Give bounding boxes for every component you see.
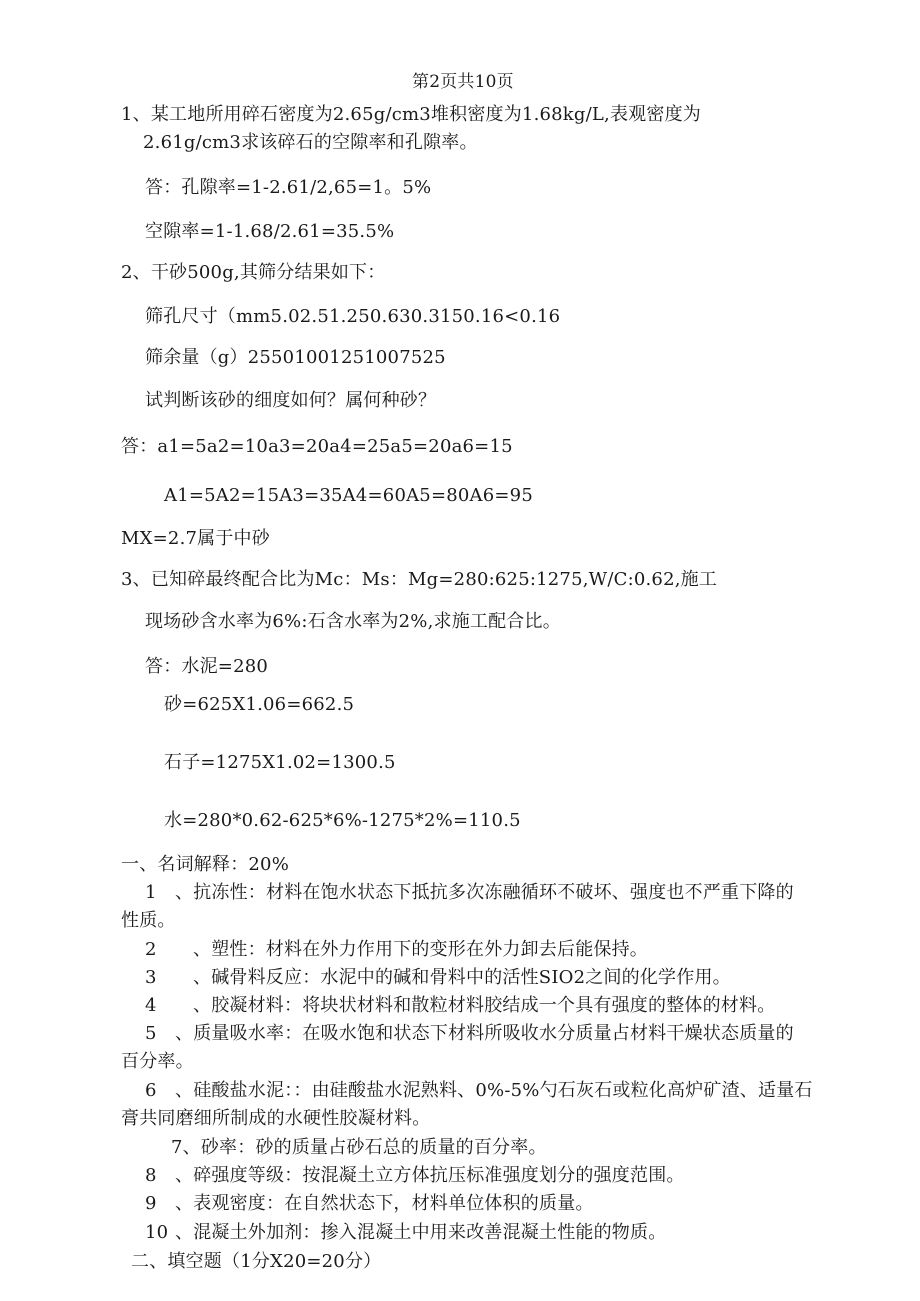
definition-item: 9 、表观密度：在自然状态下，材料单位体积的质量。 [145, 1193, 594, 1214]
q3-answer-gravel: 石子=1275X1.02=1300.5 [164, 752, 396, 773]
q2-line1: 2、干砂500g,其筛分结果如下： [121, 262, 386, 283]
definition-item: 3 、碱骨料反应：水泥中的碱和骨料中的活性SIO2之间的化学作用。 [145, 967, 731, 988]
definition-item-cont: 性质。 [121, 910, 176, 931]
section2-title: 二、填空题（1分X20=20分） [131, 1251, 382, 1272]
q3-answer-cement: 答：水泥=280 [145, 656, 269, 677]
definition-item: 6 、硅酸盐水泥：：由硅酸盐水泥熟料、0%-5%勺石灰石或粒化高炉矿渣、适量石 [145, 1080, 813, 1101]
definition-item: 4 、胶凝材料：将块状材料和散粒材料胶结成一个具有强度的整体的材料。 [145, 995, 776, 1016]
q3-line1: 3、已知碎最终配合比为Mc：Ms：Mg=280:625:1275,W/C:0.62,施工 [121, 569, 718, 590]
definition-item: 10 、混凝土外加剂：掺入混凝土中用来改善混凝土性能的物质。 [145, 1222, 667, 1243]
q1-answer-void-ratio: 空隙率=1-1.68/2.61=35.5% [145, 221, 395, 242]
definition-item: 5 、质量吸水率：在吸水饱和状态下材料所吸收水分质量占材料干燥状态质量的 [145, 1023, 794, 1044]
q3-answer-water: 水=280*0.62-625*6%-1275*2%=110.5 [164, 810, 521, 831]
q2-sieve-sizes: 筛孔尺寸（mm5.02.51.250.630.3150.16<0.16 [145, 306, 561, 327]
section1-title: 一、名词解释：20% [121, 854, 290, 875]
q1-answer-porosity: 答：孔隙率=1-2.61/2,65=1。5% [145, 177, 432, 198]
q2-answer-A: A1=5A2=15A3=35A4=60A5=80A6=95 [164, 485, 533, 506]
definition-item: 7、砂率：砂的质量占砂石总的质量的百分率。 [171, 1137, 547, 1158]
definition-item: 1 、抗冻性：材料在饱水状态下抵抗多次冻融循环不破坏、强度也不严重下降的 [145, 882, 794, 903]
q3-answer-sand: 砂=625X1.06=662.5 [164, 694, 355, 715]
definition-item-cont: 膏共同磨细所制成的水硬性胶凝材料。 [121, 1108, 431, 1129]
page-header: 第2页共10页 [412, 72, 514, 92]
definition-item: 2 、塑性：材料在外力作用下的变形在外力卸去后能保持。 [145, 939, 648, 960]
q2-answer-a: 答：a1=5a2=10a3=20a4=25a5=20a6=15 [121, 436, 513, 457]
q2-retained-mass: 筛余量（g）25501001251007525 [145, 347, 446, 368]
q1-line2: 2.61g/cm3求该碎石的空隙率和孔隙率。 [143, 132, 478, 153]
q1-line1: 1、某工地所用碎石密度为2.65g/cm3堆积密度为1.68kg/L,表观密度为 [121, 104, 701, 125]
q3-line2: 现场砂含水率为6%:石含水率为2%,求施工配合比。 [145, 611, 561, 632]
definition-item: 8 、碎强度等级：按混凝土立方体抗压标准强度划分的强度范围。 [145, 1165, 685, 1186]
q2-question: 试判断该砂的细度如何？属何种砂？ [145, 390, 437, 411]
definition-item-cont: 百分率。 [121, 1051, 194, 1072]
q2-answer-mx: MX=2.7属于中砂 [121, 528, 270, 549]
